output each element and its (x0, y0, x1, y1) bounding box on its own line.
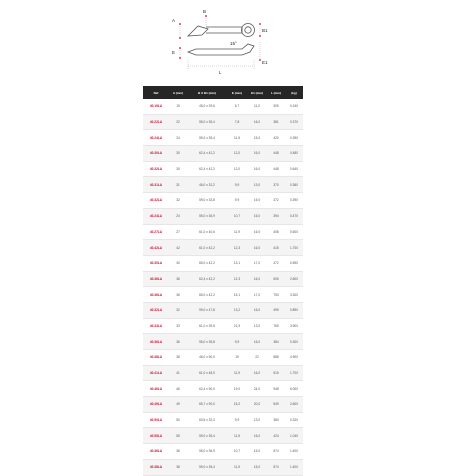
table-row (143, 161, 303, 177)
table-row (143, 287, 303, 303)
cell-e1: 15,0 (247, 193, 267, 209)
cell-e: 15,2 (227, 397, 247, 413)
cell-b-b1: 59,0 x 35,4 (187, 428, 227, 444)
cell-weight: 1.700 (285, 240, 303, 256)
table-row (143, 271, 303, 287)
cell-e: 9,9 (227, 177, 247, 193)
cell-e1: 16,0 (247, 146, 267, 162)
cell-b-b1: 45,0 x 29,6 (187, 99, 227, 114)
cell-ref: 40.36LA (143, 287, 169, 303)
label-b1: B1 (262, 28, 268, 33)
cell-l: 574 (267, 444, 285, 460)
cell-weight: 0.240 (285, 99, 303, 114)
cell-a: 31 (169, 177, 187, 193)
cell-l: 384 (267, 334, 285, 350)
cell-b-b1: 46,0 x 32,2 (187, 177, 227, 193)
cell-ref: 40.36LA (143, 334, 169, 350)
cell-e: 12,0 (227, 146, 247, 162)
cell-e1: 22 (247, 350, 267, 366)
cell-l: 380 (267, 412, 285, 428)
cell-l: 574 (267, 459, 285, 475)
cell-e1: 15,0 (247, 444, 267, 460)
table-row (143, 365, 303, 381)
table-row (143, 318, 303, 334)
cell-ref: 40.24LA (143, 130, 169, 146)
cell-b-b1: 55,0 x 35,4 (187, 114, 227, 130)
cell-e1: 15,0 (247, 130, 267, 146)
cell-b-b1: 59,0 x 35,4 (187, 459, 227, 475)
label-l: L (219, 70, 222, 75)
cell-b-b1: 65,0 x 42,2 (187, 287, 227, 303)
cell-l: 420 (267, 130, 285, 146)
cell-e: 21,9 (227, 318, 247, 334)
cell-l: 549 (267, 397, 285, 413)
cell-e1: 24,0 (247, 381, 267, 397)
cell-ref: 40.55LA (143, 428, 169, 444)
table-row (143, 459, 303, 475)
cell-a: 38 (169, 459, 187, 475)
cell-weight: 0.320 (285, 412, 303, 428)
cell-weight: 0.360 (285, 177, 303, 193)
cell-e: 10,7 (227, 208, 247, 224)
cell-e: 19,0 (227, 381, 247, 397)
cell-a: 55 (169, 428, 187, 444)
cell-b-b1: 61,0 x 39,5 (187, 318, 227, 334)
cell-e1: 16,0 (247, 302, 267, 318)
cell-l: 408 (267, 224, 285, 240)
cell-ref: 40.38LA (143, 459, 169, 475)
cell-e1: 17,0 (247, 255, 267, 271)
cell-e1: 20,0 (247, 397, 267, 413)
cell-e1: 16,0 (247, 161, 267, 177)
cell-e: 12,3 (227, 271, 247, 287)
cell-weight: 0.690 (285, 255, 303, 271)
table-row (143, 99, 303, 114)
cell-e: 10,7 (227, 444, 247, 460)
cell-e: 12,0 (227, 161, 247, 177)
cell-e: 11,5 (227, 428, 247, 444)
marker-b1-top (259, 23, 261, 25)
cell-e1: 13,0 (247, 177, 267, 193)
cell-b-b1: 60,5 x 32,3 (187, 412, 227, 428)
cell-b-b1: 55,0 x 35,8 (187, 334, 227, 350)
cell-b-b1: 46,0 x 90,0 (187, 350, 227, 366)
cell-ref: 40.36LA (143, 444, 169, 460)
header-weight: (kg) (285, 86, 303, 99)
header-l: L (mm) (267, 86, 285, 99)
cell-weight: 0.390 (285, 193, 303, 209)
cell-a: 19 (169, 99, 187, 114)
cell-ref: 40.19LA (143, 99, 169, 114)
cell-b-b1: 62,4 x 42,2 (187, 161, 227, 177)
marker-b1-bottom (259, 35, 261, 37)
label-a: A (172, 18, 176, 23)
cell-a: 24 (169, 208, 187, 224)
cell-b-b1: 61,0 x 48,0 (187, 365, 227, 381)
cell-l: 888 (267, 350, 285, 366)
cell-weight: 2.600 (285, 397, 303, 413)
cell-e1: 16,0 (247, 428, 267, 444)
cell-weight: 0.600 (285, 224, 303, 240)
cell-weight: 2.600 (285, 271, 303, 287)
dimension-lines-side (180, 42, 260, 70)
cell-ref: 40.30LA (143, 146, 169, 162)
cell-e: 19 (227, 350, 247, 366)
cell-a: 49 (169, 397, 187, 413)
cell-ref: 40.36LA (143, 271, 169, 287)
cell-ref: 40.32LA (143, 161, 169, 177)
cell-e1: 13,0 (247, 412, 267, 428)
cell-e: 11,5 (227, 130, 247, 146)
cell-a: 32 (169, 193, 187, 209)
cell-e: 15,1 (227, 287, 247, 303)
header-ref: Ref (143, 86, 169, 99)
cell-ref: 40.42LA (143, 240, 169, 256)
label-e1: E1 (262, 60, 268, 65)
cell-l: 499 (267, 302, 285, 318)
cell-a: 30 (169, 255, 187, 271)
cell-b-b1: 65,0 x 42,2 (187, 255, 227, 271)
cell-weight: 0.640 (285, 161, 303, 177)
marker-e1 (259, 59, 261, 61)
cell-b-b1: 59,0 x 35,4 (187, 130, 227, 146)
cell-b-b1: 62,4 x 42,2 (187, 271, 227, 287)
cell-weight: 1.700 (285, 365, 303, 381)
cell-e1: 11,0 (247, 99, 267, 114)
cell-l: 415 (267, 240, 285, 256)
label-b: B (203, 9, 207, 14)
table-row (143, 224, 303, 240)
cell-l: 448 (267, 146, 285, 162)
cell-l: 372 (267, 193, 285, 209)
cell-a: 36 (169, 334, 187, 350)
cell-e: 9,9 (227, 412, 247, 428)
cell-weight: 0.480 (285, 146, 303, 162)
table-row (143, 114, 303, 130)
table-row (143, 381, 303, 397)
cell-a: 24 (169, 130, 187, 146)
cell-weight: 1.040 (285, 428, 303, 444)
cell-a: 36 (169, 271, 187, 287)
table-row (143, 208, 303, 224)
cell-b-b1: 61,0 x 42,2 (187, 240, 227, 256)
wrench-top-view-icon (188, 24, 255, 37)
table-row (143, 130, 303, 146)
cell-e: 7,8 (227, 114, 247, 130)
cell-l: 370 (267, 177, 285, 193)
cell-e1: 16,0 (247, 365, 267, 381)
cell-e1: 15,0 (247, 208, 267, 224)
cell-weight: 4.900 (285, 350, 303, 366)
table-row (143, 397, 303, 413)
table-row (143, 412, 303, 428)
cell-l: 381 (267, 114, 285, 130)
cell-l: 472 (267, 255, 285, 271)
cell-b-b1: 62,4 x 90,0 (187, 381, 227, 397)
cell-weight: 0.390 (285, 130, 303, 146)
cell-e: 11,9 (227, 365, 247, 381)
cell-b-b1: 55,0 x 36,9 (187, 444, 227, 460)
cell-l: 448 (267, 161, 285, 177)
marker-b (205, 15, 207, 17)
cell-b-b1: 62,4 x 42,2 (187, 146, 227, 162)
cell-l: 424 (267, 428, 285, 444)
cell-e1: 16,0 (247, 334, 267, 350)
cell-e1: 16,0 (247, 114, 267, 130)
cell-e: 9,9 (227, 334, 247, 350)
cell-e1: 17,0 (247, 287, 267, 303)
cell-a: 36 (169, 287, 187, 303)
cell-weight: 0.890 (285, 302, 303, 318)
cell-l: 948 (267, 381, 285, 397)
cell-ref: 40.22LA (143, 114, 169, 130)
table-row (143, 428, 303, 444)
spec-table (143, 86, 303, 476)
cell-ref: 40.50LA (143, 412, 169, 428)
cell-e1: 16,0 (247, 224, 267, 240)
cell-e: 11,5 (227, 459, 247, 475)
table-row (143, 444, 303, 460)
cell-e: 6,7 (227, 99, 247, 114)
table-row (143, 302, 303, 318)
cell-weight: 0.370 (285, 114, 303, 130)
table-row (143, 177, 303, 193)
marker-e-top (179, 47, 181, 49)
cell-e: 11,9 (227, 224, 247, 240)
marker-e-bottom (179, 57, 181, 59)
cell-ref: 40.38LA (143, 350, 169, 366)
table-row (143, 334, 303, 350)
cell-ref: 40.32LA (143, 302, 169, 318)
cell-a: 32 (169, 302, 187, 318)
cell-a: 27 (169, 224, 187, 240)
header-e: E (mm) (227, 86, 247, 99)
cell-ref: 40.31LA (143, 177, 169, 193)
cell-b-b1: 59,0 x 33,8 (187, 193, 227, 209)
cell-l: 309 (267, 99, 285, 114)
cell-ref: 40.30LA (143, 255, 169, 271)
table-row (143, 255, 303, 271)
cell-ref: 40.46LA (143, 381, 169, 397)
cell-weight: 1.400 (285, 444, 303, 460)
cell-a: 50 (169, 412, 187, 428)
cell-b-b1: 55,0 x 36,9 (187, 208, 227, 224)
header-b-b1: B X B1 (mm) (187, 86, 227, 99)
cell-b-b1: 61,0 x 40,6 (187, 224, 227, 240)
table-row (143, 193, 303, 209)
cell-l: 769 (267, 318, 285, 334)
cell-a: 36 (169, 444, 187, 460)
cell-ref: 40.41LA (143, 365, 169, 381)
cell-a: 38 (169, 350, 187, 366)
cell-weight: 0.300 (285, 334, 303, 350)
marker-a-bottom (179, 37, 181, 39)
cell-weight: 3.300 (285, 287, 303, 303)
cell-ref: 40.49LA (143, 397, 169, 413)
table-header-row (143, 86, 303, 99)
cell-a: 30 (169, 146, 187, 162)
wrench-dimension-diagram (150, 2, 280, 82)
cell-weight: 3.900 (285, 318, 303, 334)
cell-ref: 40.33LA (143, 318, 169, 334)
table-row (143, 350, 303, 366)
cell-l: 394 (267, 208, 285, 224)
cell-e: 12,3 (227, 240, 247, 256)
cell-e: 13,2 (227, 302, 247, 318)
cell-ref: 40.24LA (143, 208, 169, 224)
cell-weight: 1.400 (285, 459, 303, 475)
cell-a: 46 (169, 381, 187, 397)
cell-weight: 0.470 (285, 208, 303, 224)
table-row (143, 240, 303, 256)
cell-a: 33 (169, 318, 187, 334)
cell-a: 41 (169, 365, 187, 381)
table-body (143, 99, 303, 475)
cell-a: 22 (169, 114, 187, 130)
cell-l: 505 (267, 271, 285, 287)
cell-ref: 40.32LA (143, 193, 169, 209)
header-e1: E1 (mm) (247, 86, 267, 99)
marker-a-top (179, 23, 181, 25)
cell-l: 515 (267, 365, 285, 381)
cell-e1: 13,0 (247, 318, 267, 334)
cell-weight: 6.000 (285, 381, 303, 397)
cell-a: 42 (169, 240, 187, 256)
cell-l: 753 (267, 287, 285, 303)
cell-a: 30 (169, 161, 187, 177)
cell-e: 9,9 (227, 193, 247, 209)
cell-e1: 16,0 (247, 271, 267, 287)
header-a: A (mm) (169, 86, 187, 99)
cell-e1: 16,0 (247, 240, 267, 256)
cell-ref: 40.27LA (143, 224, 169, 240)
cell-b-b1: 59,0 x 47,8 (187, 302, 227, 318)
cell-e: 13,1 (227, 255, 247, 271)
cell-e1: 15,0 (247, 459, 267, 475)
wrench-side-view-icon (188, 44, 254, 55)
label-angle: 15° (230, 41, 237, 46)
label-e: E (172, 50, 176, 55)
cell-b-b1: 65,7 x 90,0 (187, 397, 227, 413)
table-row (143, 146, 303, 162)
